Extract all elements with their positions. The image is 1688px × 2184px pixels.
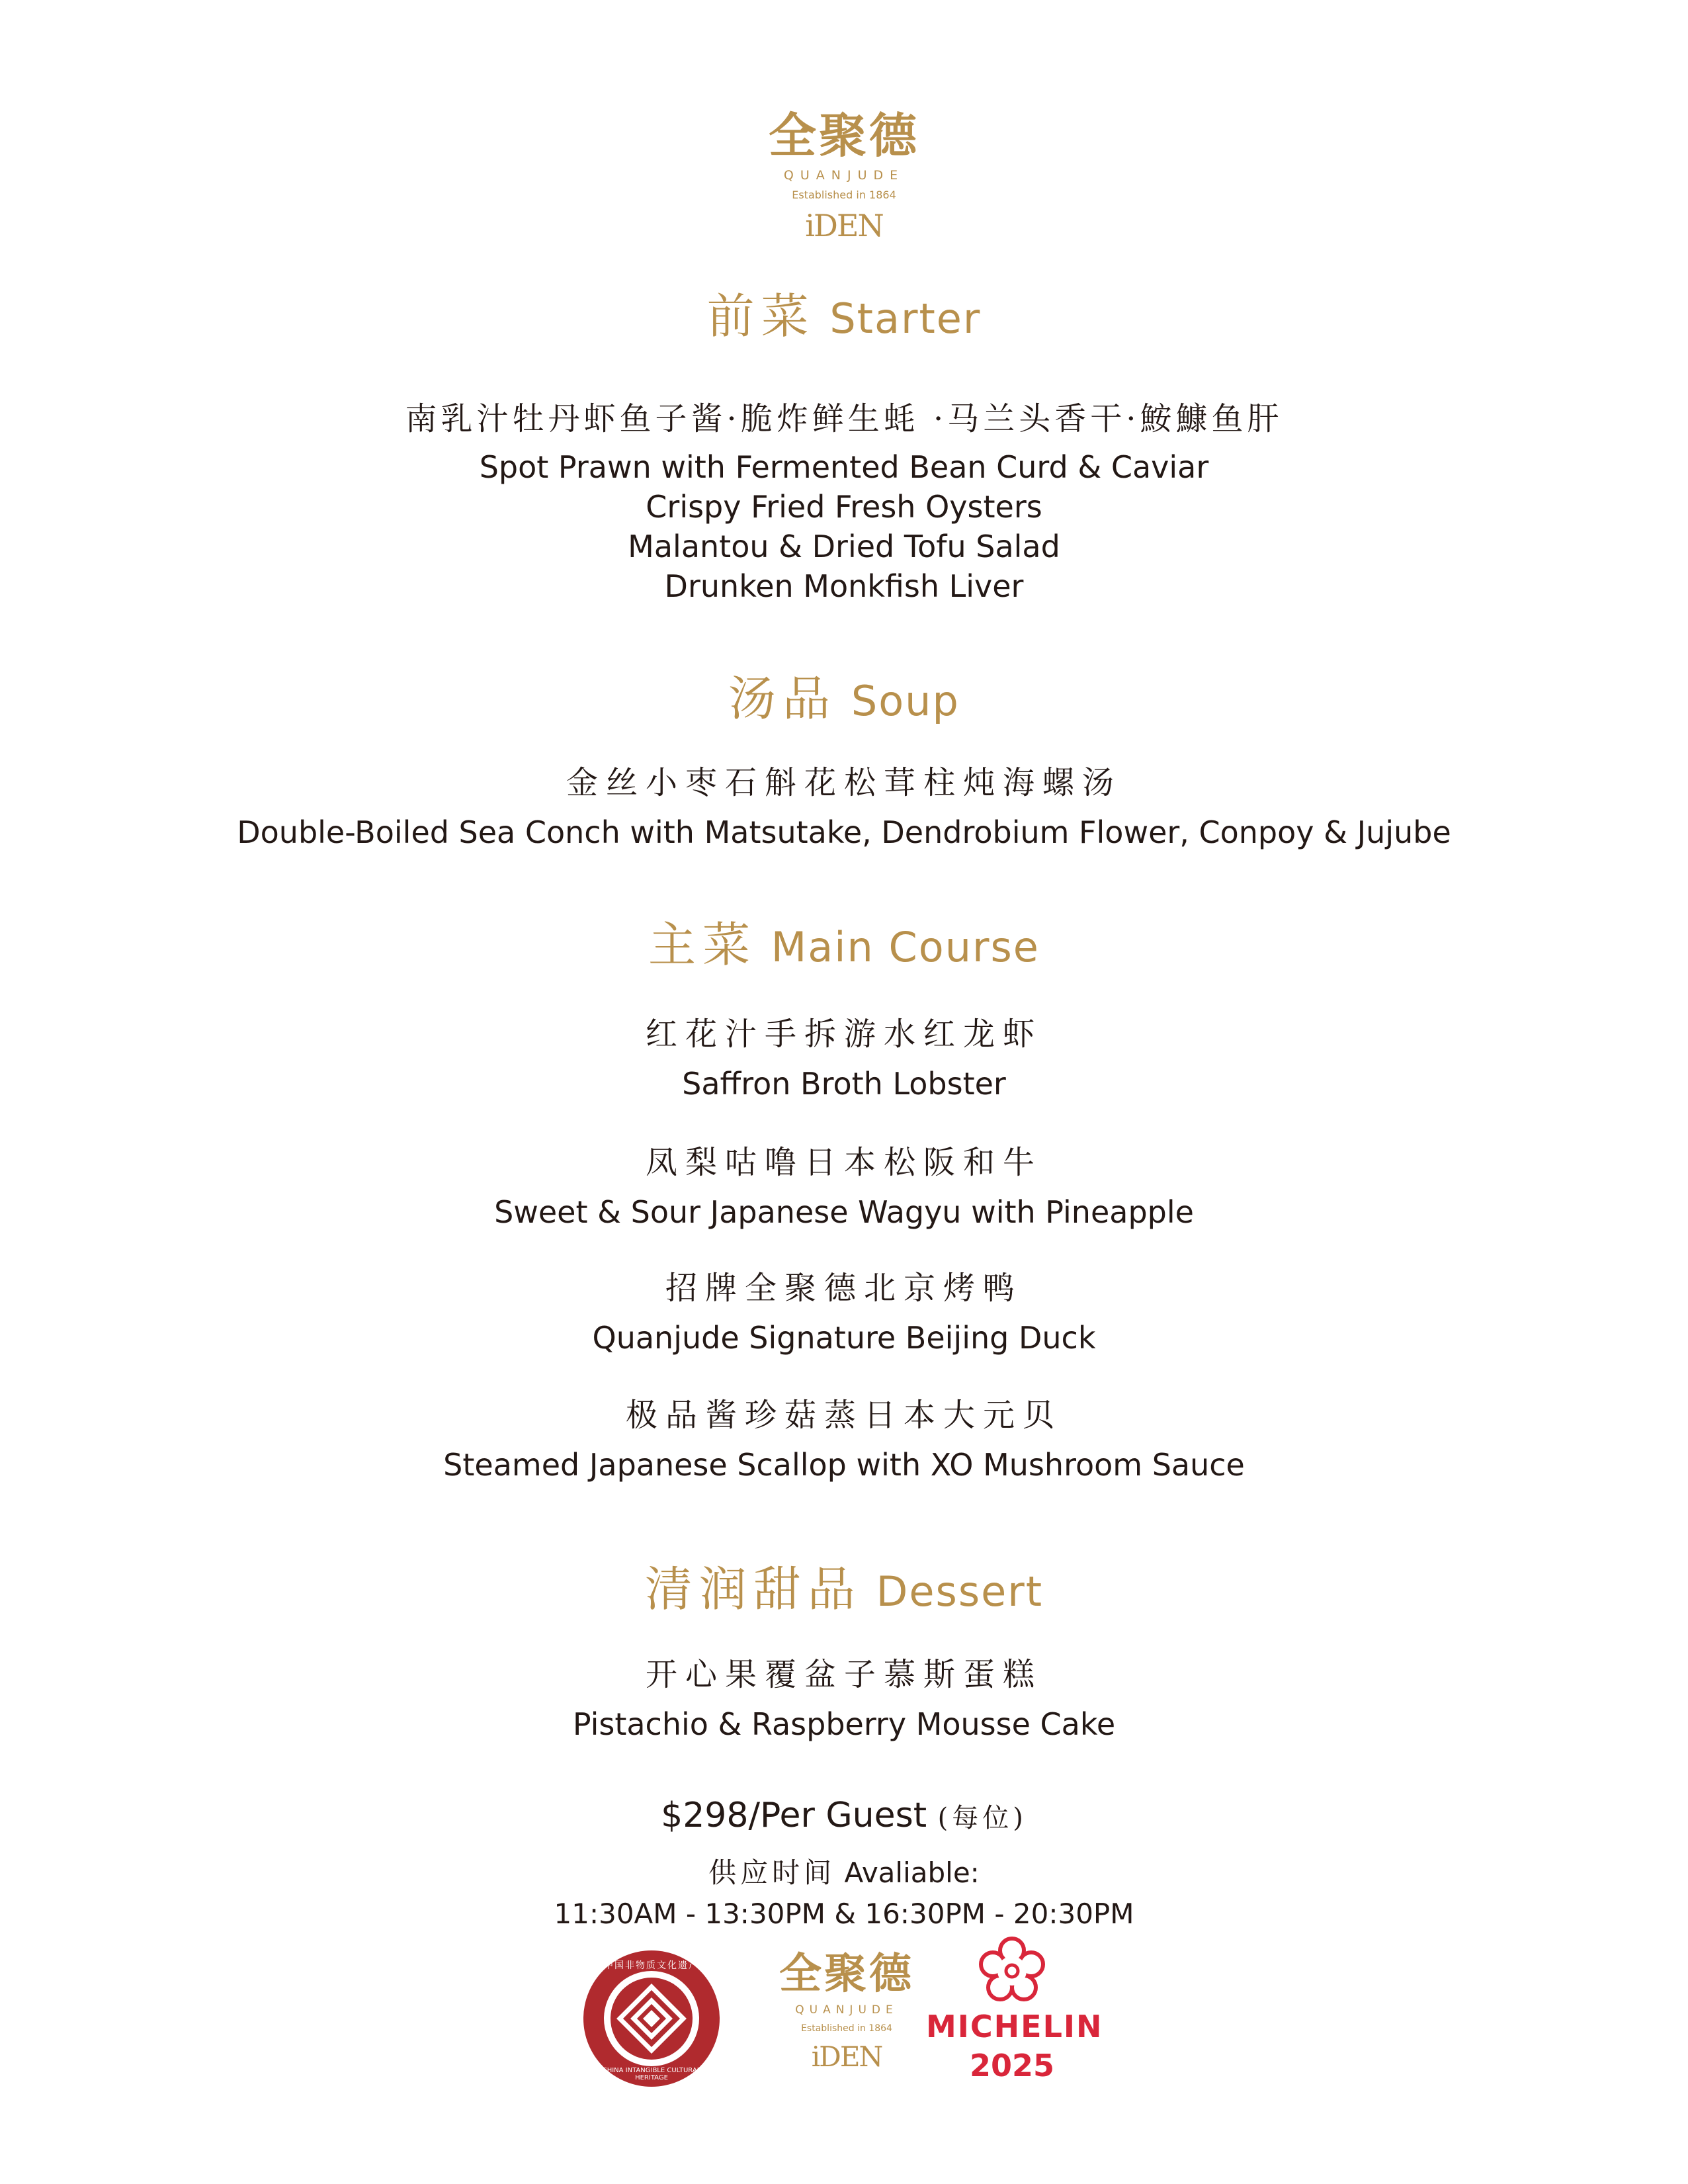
header-logo-english: QUANJUDE: [783, 168, 905, 183]
michelin-year: 2025: [969, 2048, 1055, 2083]
price-amount: $298/Per Guest: [661, 1796, 927, 1835]
starter-heading: [0, 283, 1688, 352]
dessert-title-en: Dessert: [876, 1567, 1044, 1616]
main-dish-3-zh: 招牌全聚德北京烤鸭: [665, 1270, 1023, 1307]
header-logo-established: Established in 1864: [792, 189, 896, 201]
main-heading: [0, 912, 1688, 981]
starter-dish-en-4: Drunken Monkfish Liver: [664, 568, 1024, 604]
soup-title-en: Soup: [851, 677, 960, 725]
main-dish-4-en: Steamed Japanese Scallop with XO Mushroom Sauce: [443, 1447, 1245, 1483]
main-title-en: Main Course: [771, 923, 1040, 971]
header-logo-chinese: 全聚德: [768, 107, 919, 163]
main-dish-1-en: Saffron Broth Lobster: [682, 1066, 1006, 1102]
starter-dish-en-2: Crispy Fried Fresh Oysters: [646, 489, 1042, 525]
availability-label-en: Avaliable:: [844, 1856, 980, 1889]
footer-logo-english: QUANJUDE: [795, 2003, 898, 2017]
dessert-title-zh: 清润甜品: [644, 1561, 862, 1617]
main-dish-3-en: Quanjude Signature Beijing Duck: [592, 1320, 1096, 1356]
soup-dish-zh: 金丝小枣石斛花松茸柱炖海螺汤: [566, 764, 1122, 801]
main-dish-4-zh: 极品酱珍菇蒸日本大元贝: [625, 1397, 1062, 1434]
price-line: [0, 1789, 1688, 1845]
michelin-star-icon: [976, 1935, 1048, 2007]
availability-label-zh: 供应时间: [708, 1856, 836, 1889]
main-dish-1-zh: 红花汁手拆游水红龙虾: [645, 1016, 1042, 1053]
starter-title-zh: 前菜: [706, 288, 816, 344]
footer-logo-chinese: 全聚德: [779, 1949, 914, 1999]
soup-heading: [0, 666, 1688, 734]
availability-hours: 11:30AM - 13:30PM & 16:30PM - 20:30PM: [554, 1898, 1134, 1930]
soup-dish-en: Double-Boiled Sea Conch with Matsutake, Dendrobium Flower, Conpoy & Jujube: [237, 814, 1451, 850]
header-logo-subbrand: iDEN: [805, 208, 883, 243]
footer-logo-established: Established in 1864: [801, 2023, 892, 2034]
main-dish-2-en: Sweet & Sour Japanese Wagyu with Pineapple: [494, 1194, 1194, 1230]
price-zh: (每位): [937, 1803, 1027, 1833]
main-dish-2-zh: 凤梨咕噜日本松阪和牛: [645, 1144, 1042, 1181]
michelin-name: MICHELIN: [926, 2009, 1103, 2044]
soup-title-zh: 汤品: [728, 671, 837, 726]
starter-dish-en-3: Malantou & Dried Tofu Salad: [628, 529, 1060, 564]
michelin-badge: [926, 1935, 1103, 2085]
dessert-heading: [0, 1556, 1688, 1625]
heritage-seal: [582, 1949, 721, 2088]
main-title-zh: 主菜: [648, 917, 757, 973]
dessert-dish-en: Pistachio & Raspberry Mousse Cake: [572, 1706, 1116, 1742]
dessert-dish-zh: 开心果覆盆子慕斯蛋糕: [645, 1656, 1042, 1693]
starter-title-en: Starter: [829, 294, 982, 343]
footer-logo-subbrand: iDEN: [811, 2040, 882, 2073]
heritage-seal-ring-en: CHINA INTANGIBLE CULTURAL HERITAGE: [602, 2067, 701, 2081]
footer-logo: [767, 1948, 926, 2076]
header-logo: [0, 106, 1688, 246]
availability-label: [0, 1853, 1688, 1894]
starter-dish-en-1: Spot Prawn with Fermented Bean Curd & Caviar: [479, 449, 1209, 485]
starter-dish-zh: 南乳汁牡丹虾鱼子酱·脆炸鲜生蚝 ·马兰头香干·鮟鱇鱼肝: [405, 400, 1283, 437]
heritage-seal-ring-zh: 中国非物质文化遗产: [604, 1960, 699, 1971]
